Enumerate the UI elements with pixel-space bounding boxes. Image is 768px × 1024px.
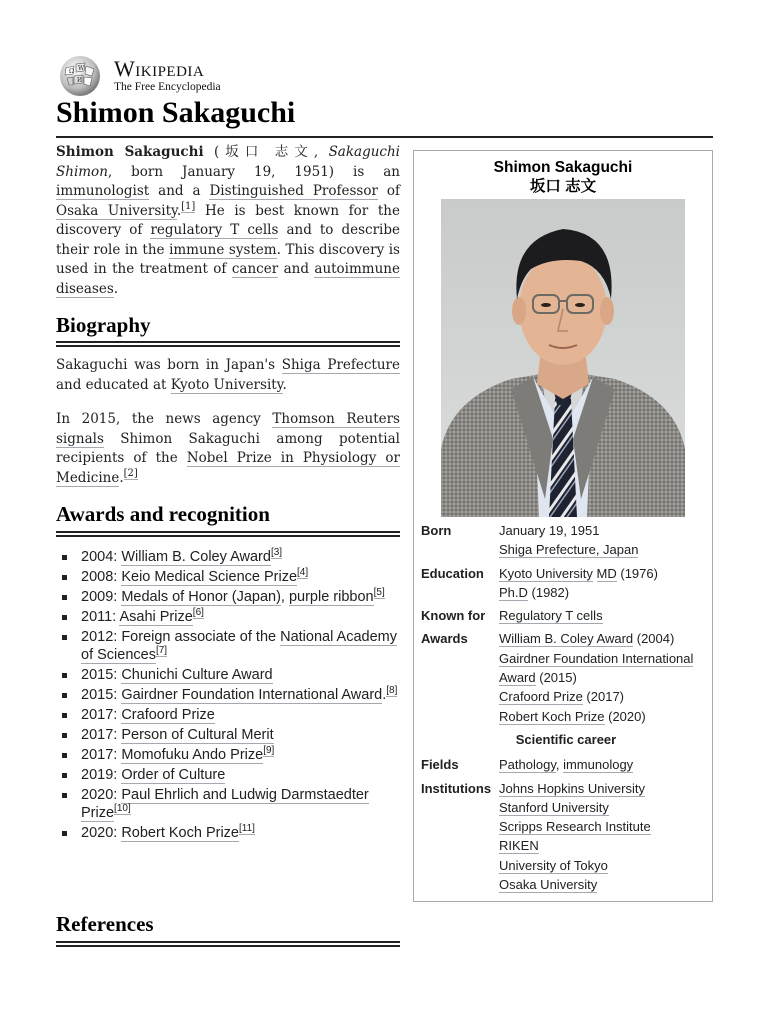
link-edu-phd[interactable]: Ph.D: [499, 584, 528, 600]
award-year: 2008:: [81, 569, 122, 585]
citation-7[interactable]: [7]: [155, 645, 168, 657]
edu-year: (1982): [527, 584, 570, 600]
award-year: 2020:: [81, 825, 122, 841]
link-thomson-reuters[interactable]: Thomson Reuters: [272, 411, 400, 427]
svg-text:И: И: [77, 77, 83, 84]
list-item: [56, 746, 400, 764]
infobox-fields: [421, 521, 711, 898]
intro-text: He is best known for the discovery of: [56, 202, 400, 238]
citation-8[interactable]: [8]: [386, 685, 398, 697]
award-year: 2017:: [81, 707, 122, 723]
link-infobox-award[interactable]: William B. Coley Award: [499, 631, 634, 647]
award-link[interactable]: National Academy of Sciences: [81, 629, 397, 663]
link-osaka-university[interactable]: Osaka University: [56, 202, 177, 219]
wikipedia-wordmark: Wikipedia: [114, 56, 205, 81]
award-link[interactable]: William B. Coley Award: [121, 549, 271, 565]
link-institution[interactable]: University of Tokyo: [499, 857, 608, 873]
citation-4[interactable]: [4]: [297, 567, 309, 579]
award-link[interactable]: Robert Koch Prize: [121, 825, 239, 841]
subject-name: Shimon Sakaguchi: [56, 144, 204, 160]
award-year: 2015:: [81, 687, 122, 703]
award-year: 2012: Foreign associate of the: [81, 629, 281, 645]
awards-heading: Awards and recognition: [56, 502, 270, 526]
link-institution[interactable]: Johns Hopkins University: [499, 780, 645, 796]
svg-text:Ω: Ω: [69, 68, 74, 75]
link-infobox-award[interactable]: Robert Koch Prize: [499, 708, 605, 724]
link-immunology[interactable]: immunology: [563, 757, 634, 773]
list-item: [56, 726, 400, 744]
fields-separator: ,: [555, 757, 564, 773]
citation-2[interactable]: [2]: [123, 468, 138, 479]
citation-5[interactable]: [5]: [373, 587, 385, 599]
award-link[interactable]: Keio Medical Science Prize: [121, 569, 298, 585]
intro-text: of: [377, 183, 401, 199]
award-year: 2009:: [81, 589, 122, 605]
link-institution[interactable]: RIKEN: [499, 838, 539, 854]
award-year: 2020:: [81, 787, 122, 803]
awards-label: Awards: [421, 631, 468, 647]
awards-divider: [56, 531, 400, 537]
list-item: [56, 686, 400, 704]
citation-3[interactable]: [3]: [270, 547, 283, 559]
list-item: [56, 824, 400, 842]
bio-text: Sakaguchi was born in Japan's: [56, 357, 282, 373]
link-pathology[interactable]: Pathology: [499, 757, 556, 773]
bio-text: and educated at: [56, 376, 171, 393]
citation-9[interactable]: [9]: [263, 745, 275, 757]
biography-heading: Biography: [56, 313, 151, 337]
award-year: 2015:: [81, 667, 122, 683]
link-institution[interactable]: Osaka University: [499, 877, 598, 893]
award-year: 2017:: [81, 727, 122, 743]
infobox-row-institutions: [421, 779, 711, 895]
infobox-row-born: [421, 521, 711, 560]
award-year: 2011:: [81, 609, 120, 625]
award-year: (2020): [604, 708, 646, 724]
references-divider: [56, 941, 400, 947]
list-item: [56, 666, 400, 684]
citation-10[interactable]: [10]: [114, 803, 131, 815]
list-item: [56, 766, 400, 784]
link-distinguished-professor[interactable]: Distinguished Professor: [209, 183, 378, 199]
award-year: (2004): [633, 631, 675, 647]
intro-paragraph: Shimon Sakaguchi (坂口 志文, Sakaguchi Shimon, born January 19, 1951) is an immunologist and a Distinguished Professor of Osaka University.[1] He is best known for the discovery of regulatory T cells and to describe their role in the immune system. This discovery is used in the treatment of cancer and autoimmune diseases.: [56, 144, 401, 297]
link-autoimmune-diseases[interactable]: autoimmune diseases: [56, 261, 400, 297]
intro-text: and: [278, 261, 315, 277]
citation-1[interactable]: [1]: [181, 201, 196, 212]
intro-text: , born January 19, 1951) is an: [107, 163, 400, 180]
award-link[interactable]: Momofuku Ando Prize: [121, 747, 264, 763]
award-year: (2017): [582, 689, 625, 705]
award-link[interactable]: Chunichi Culture Award: [121, 667, 273, 683]
subject-kanji: 坂口 志文: [219, 144, 314, 160]
subject-romaji: Sakaguchi Shimon: [56, 144, 400, 180]
biography-divider: [56, 341, 400, 347]
award-suffix: .: [382, 687, 387, 703]
scientific-career-heading: Scientific career: [515, 731, 617, 747]
awards-list: [56, 548, 400, 844]
link-shiga-prefecture[interactable]: Shiga Prefecture: [281, 357, 400, 373]
award-year: 2019:: [81, 767, 122, 783]
wikipedia-tagline: The Free Encyclopedia: [114, 81, 221, 93]
link-institution[interactable]: Stanford University: [499, 799, 609, 815]
link-regulatory-t-cells[interactable]: regulatory T cells: [150, 222, 279, 238]
references-heading: References: [56, 912, 154, 936]
link-immune-system[interactable]: immune system: [169, 241, 277, 258]
link-infobox-award[interactable]: Gairdner Foundation International Award: [499, 650, 694, 686]
institutions-label: Institutions: [421, 780, 492, 796]
bio-text: Shimon Sakaguchi among potential recipients of the: [56, 430, 400, 466]
award-year: 2004:: [81, 549, 122, 565]
award-link[interactable]: Gairdner Foundation International Award: [121, 687, 383, 703]
biography-paragraph-2: [56, 410, 400, 488]
biography-paragraph-1: [56, 356, 400, 395]
intro-section: [56, 143, 400, 299]
infobox-row-fields: [421, 755, 711, 774]
link-kyoto-university[interactable]: Kyoto University: [170, 376, 283, 393]
bio-text: In 2015, the news agency: [56, 411, 273, 427]
infobox-native-name: 坂口 志文: [529, 178, 597, 195]
portrait-photo[interactable]: [441, 199, 685, 517]
link-cancer[interactable]: cancer: [231, 261, 279, 277]
citation-6[interactable]: [6]: [192, 607, 204, 619]
wikipedia-globe-icon: [56, 54, 104, 98]
infobox-title: Shimon Sakaguchi: [493, 159, 633, 176]
award-link[interactable]: Paul Ehrlich and Ludwig Darmstaedter Prize: [81, 787, 369, 821]
link-known-for[interactable]: Regulatory T cells: [499, 608, 603, 624]
list-item: [56, 548, 400, 566]
infobox-row-education: [421, 564, 711, 603]
award-link[interactable]: purple ribbon: [288, 589, 374, 605]
known-for-label: Known for: [421, 608, 486, 624]
award-link[interactable]: Crafoord Prize: [121, 707, 215, 723]
award-link[interactable]: Person of Cultural Merit: [121, 727, 274, 743]
edu-year: (1976): [616, 565, 658, 581]
infobox: [413, 150, 713, 902]
title-divider: [56, 136, 713, 138]
award-year: 2017:: [81, 747, 122, 763]
intro-text: and a: [149, 183, 210, 199]
link-edu-md[interactable]: MD: [596, 565, 617, 581]
link-edu-kyoto[interactable]: Kyoto University: [499, 565, 593, 581]
infobox-row-awards: [421, 629, 711, 725]
born-label: Born: [421, 523, 452, 538]
page-title: Shimon Sakaguchi: [56, 96, 296, 129]
link-immunologist[interactable]: immunologist: [56, 183, 150, 199]
intro-text: . This discovery is used in the treatment of: [56, 241, 400, 277]
intro-text: and to describe their role in the: [56, 222, 400, 258]
award-separator: ,: [280, 589, 289, 605]
wikipedia-logo[interactable]: [56, 53, 221, 99]
biography-section: [56, 356, 400, 488]
svg-text:W: W: [78, 65, 85, 72]
award-link[interactable]: Order of Culture: [121, 767, 226, 783]
born-date: January 19, 1951: [499, 523, 600, 538]
list-item: [56, 628, 400, 664]
intro-text: .: [113, 280, 119, 297]
bio-text: .: [282, 376, 287, 393]
award-year: (2015): [535, 670, 577, 686]
list-item: [56, 786, 400, 822]
bio-text: .: [119, 469, 124, 486]
citation-11[interactable]: [11]: [239, 823, 255, 835]
list-item: [56, 568, 400, 586]
education-label: Education: [421, 565, 484, 581]
award-link[interactable]: Asahi Prize: [119, 609, 193, 625]
list-item: [56, 588, 400, 606]
list-item: [56, 706, 400, 724]
link-infobox-award[interactable]: Crafoord Prize: [499, 689, 583, 705]
link-born-place[interactable]: Shiga Prefecture, Japan: [499, 542, 639, 558]
infobox-row-known-for: [421, 606, 711, 625]
link-institution[interactable]: Scripps Research Institute: [499, 819, 651, 835]
list-item: [56, 608, 400, 626]
link-nobel-prize[interactable]: Nobel Prize in Physiology or Medicine: [56, 450, 400, 486]
link-signals[interactable]: signals: [56, 430, 104, 447]
fields-label: Fields: [421, 757, 459, 773]
award-link[interactable]: Medals of Honor (Japan): [121, 589, 281, 605]
